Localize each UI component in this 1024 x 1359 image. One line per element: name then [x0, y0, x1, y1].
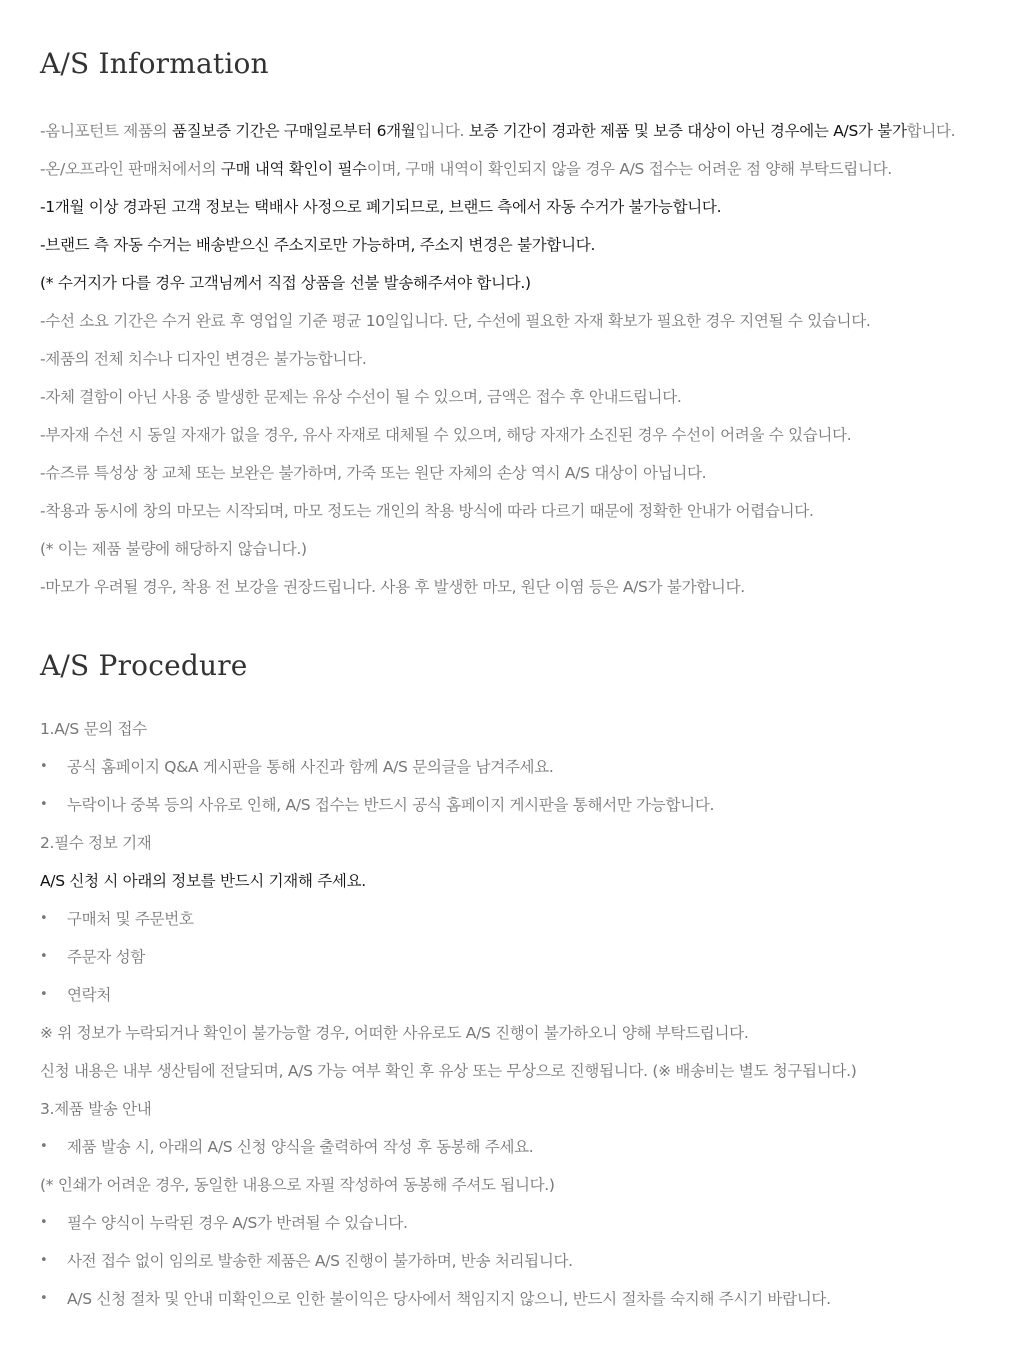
highlight: 보증 기간이 경과한 제품 및 보증 대상이 아닌 경우에는 A/S가 불가 — [468, 122, 907, 140]
text: 이며, 구매 내역이 확인되지 않을 경우 A/S 접수는 어려운 점 양해 부탁드립니다. — [366, 160, 892, 178]
list-item: • 주문자 성함 — [40, 938, 1015, 976]
info-line: -착용과 동시에 창의 마모는 시작되며, 마모 정도는 개인의 착용 방식에 따라 다르기 때문에 정확한 안내가 어렵습니다. — [40, 502, 814, 520]
warranty-period-line — [40, 112, 1015, 150]
list-item: • 필수 양식이 누락된 경우 A/S가 반려될 수 있습니다. — [40, 1204, 1015, 1242]
list-item: • 제품 발송 시, 아래의 A/S 신청 양식을 출력하여 작성 후 동봉해 주세요. — [40, 1128, 1015, 1166]
info-line: (* 수거지가 다를 경우 고객님께서 직접 상품을 선불 발송해주셔야 합니다.) — [40, 274, 531, 292]
info-line: -자체 결함이 아닌 사용 중 발생한 문제는 유상 수선이 될 수 있으며, 금액은 접수 후 안내드립니다. — [40, 388, 682, 406]
text: -온/오프라인 판매처에서의 — [40, 160, 221, 178]
info-line: -슈즈류 특성상 창 교체 또는 보완은 불가하며, 가죽 또는 원단 자체의 손상 역시 A/S 대상이 아닙니다. — [40, 464, 707, 482]
info-line: -마모가 우려될 경우, 착용 전 보강을 권장드립니다. 사용 후 발생한 마모, 원단 이염 등은 A/S가 불가합니다. — [40, 578, 745, 596]
list-item: • A/S 신청 절차 및 안내 미확인으로 인한 불이익은 당사에서 책임지지 않으니, 반드시 절차를 숙지해 주시기 바랍니다. — [40, 1280, 1015, 1318]
list-item: • 공식 홈페이지 Q&A 게시판을 통해 사진과 함께 A/S 문의글을 남겨주세요. — [40, 748, 1015, 786]
highlight: 품질보증 기간은 구매일로부터 6개월 — [171, 122, 416, 140]
as-procedure-title: A/S Procedure — [40, 649, 248, 682]
purchase-history-line — [40, 150, 1015, 188]
as-information-title: A/S Information — [40, 47, 269, 80]
step-heading: 1.A/S 문의 접수 — [40, 720, 147, 738]
info-line: (* 이는 제품 불량에 해당하지 않습니다.) — [40, 540, 307, 558]
note-line: (* 인쇄가 어려운 경우, 동일한 내용으로 자필 작성하여 동봉해 주셔도 됩니다.) — [40, 1176, 555, 1194]
note-line: 신청 내용은 내부 생산팀에 전달되며, A/S 가능 여부 확인 후 유상 또는 무상으로 진행됩니다. (※ 배송비는 별도 청구됩니다.) — [40, 1062, 857, 1080]
note-line: ※ 위 정보가 누락되거나 확인이 불가능할 경우, 어떠한 사유로도 A/S 진행이 불가하오니 양해 부탁드립니다. — [40, 1024, 749, 1042]
text: 합니다. — [906, 122, 956, 140]
info-line: -제품의 전체 치수나 디자인 변경은 불가능합니다. — [40, 350, 367, 368]
info-line: -브랜드 측 자동 수거는 배송받으신 주소지로만 가능하며, 주소지 변경은 불가합니다. — [40, 236, 596, 254]
step-heading: 3.제품 발송 안내 — [40, 1100, 152, 1118]
list-item: • 사전 접수 없이 임의로 발송한 제품은 A/S 진행이 불가하며, 반송 처리됩니다. — [40, 1242, 1015, 1280]
info-line: -부자재 수선 시 동일 자재가 없을 경우, 유사 자재로 대체될 수 있으며, 해당 자재가 소진된 경우 수선이 어려울 수 있습니다. — [40, 426, 852, 444]
highlight: 구매 내역 확인이 필수 — [220, 160, 367, 178]
text: -옴니포턴트 제품의 — [40, 122, 172, 140]
info-line: -1개월 이상 경과된 고객 정보는 택배사 사정으로 폐기되므로, 브랜드 측에서 자동 수거가 불가능합니다. — [40, 198, 722, 216]
as-information-section — [40, 46, 1015, 606]
list-item: • 구매처 및 주문번호 — [40, 900, 1015, 938]
info-line: -수선 소요 기간은 수거 완료 후 영업일 기준 평균 10일입니다. 단, 수선에 필요한 자재 확보가 필요한 경우 지연될 수 있습니다. — [40, 312, 871, 330]
step-heading: 2.필수 정보 기재 — [40, 834, 152, 852]
as-procedure-section — [40, 648, 1015, 1318]
step-intro: A/S 신청 시 아래의 정보를 반드시 기재해 주세요. — [40, 872, 366, 890]
text: 입니다. — [415, 122, 469, 140]
list-item: • 연락처 — [40, 976, 1015, 1014]
list-item: • 누락이나 중복 등의 사유로 인해, A/S 접수는 반드시 공식 홈페이지 게시판을 통해서만 가능합니다. — [40, 786, 1015, 824]
